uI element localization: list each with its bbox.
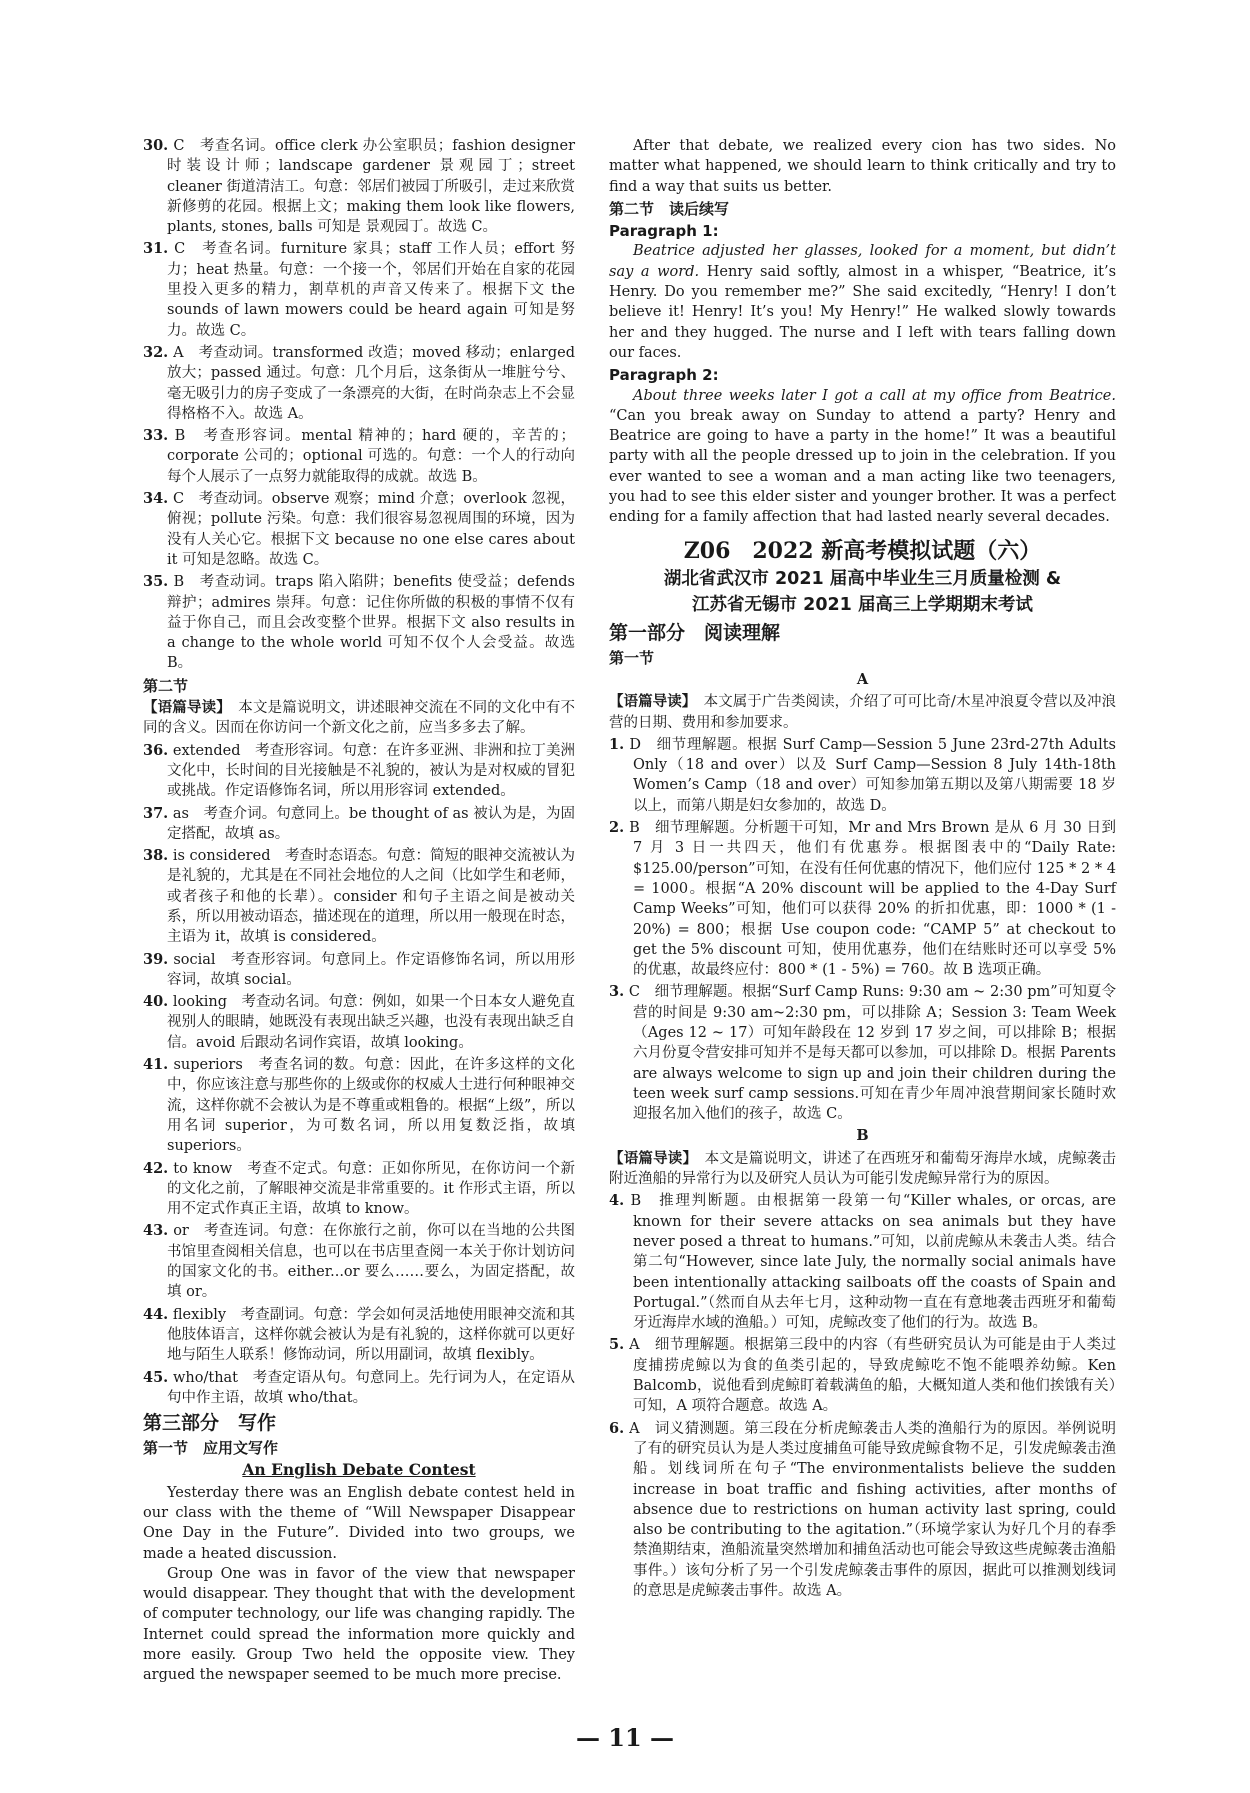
answer-item: 34. C 考查动词。observe 观察；mind 介意；overlook 忽视，俯视；pollute 污染。句意：我们很容易忽视周围的环境，因为没有人关心它。根据下文 because no one else cares about it 可知是忽略。故选 C。 bbox=[143, 490, 576, 568]
passage-letter: B bbox=[856, 1127, 869, 1145]
exam-subtitle: 湖北省武汉市 2021 届高中毕业生三月质量检测 & bbox=[663, 568, 1062, 589]
part-one-heading: 第一部分 阅读理解 bbox=[609, 621, 781, 644]
essay-paragraph: After that debate, we realized every cion has two sides. No matter what happened, we should learn to think critically and try to find a way that suits us better. bbox=[609, 138, 1116, 195]
page-number: — 11 — bbox=[575, 1723, 675, 1752]
answer-item: 45. who/that 考查定语从句。句意同上。先行词为人，在定语从句中作主语，故填 who/that。 bbox=[143, 1368, 575, 1406]
exam-title: Z06 2022 新高考模拟试题（六） bbox=[683, 537, 1042, 564]
section-heading: 第一节 应用文写作 bbox=[143, 1439, 279, 1458]
answer-item: 42. to know 考查不定式。句意：正如你所见，在你访问一个新的文化之前，了解眼神交流是非常重要的。it 作形式主语，所以用不定式作真正主语，故填 to know。 bbox=[143, 1159, 576, 1218]
essay-paragraph: Yesterday there was an English debate contest held in our class with the theme of “Will Newspaper Disappear One Day in the Future”. Divided into two groups, we made a heated discussion. bbox=[143, 1484, 575, 1562]
answer-item: 40. looking 考查动名词。句意：例如，如果一个日本女人避免直视别人的眼睛，她既没有表现出缺乏兴趣，也没有表现出缺乏自信。avoid 后跟动名词作宾语，故填 looking。 bbox=[143, 993, 576, 1051]
passage-letter: A bbox=[856, 670, 869, 688]
answer-item: 32. A 考查动词。transformed 改造；moved 移动；enlarged 放大；passed 通过。句意：几个月后，这条街从一堆脏兮兮、毫无吸引力的房子变成了一条漂亮的大街，在时尚杂志上不会显得格格不入。故选 A。 bbox=[143, 343, 576, 422]
answer-item: 37. as 考查介词。句意同上。be thought of as 被认为是，为固定搭配，故填 as。 bbox=[143, 804, 576, 842]
essay-paragraph: Group One was in favor of the view that newspaper would disappear. They thought that with the development of computer technology, our life was changing rapidly. The Internet could spread the information more quickly and more easily. Group Two held the opposite view. They argued the newspaper seemed to be much more precise. bbox=[143, 1565, 575, 1684]
paragraph-label: Paragraph 2: bbox=[609, 366, 719, 385]
answers-30-35 bbox=[143, 136, 575, 674]
answer-item: 31. C 考查名词。furniture 家具；staff 工作人员；effort 努力；heat 热量。句意：一个接一个，邻居们开始在自家的花园里投入更多的精力，割草机的声音又传来了。根据下文 the sounds of lawn mowers could be heard again 可知是努力。故选 C。 bbox=[143, 240, 576, 339]
answer-item: 30. C 考查名词。office clerk 办公室职员；fashion designer 时装设计师；landscape gardener 景观园丁；street cleaner 街道清洁工。句意：邻居们被园丁所吸引，走过来欣赏新修剪的花园。根据上文；making them look like flowers, plants, stones, balls 可知是 景观园丁。故选 C。 bbox=[143, 137, 575, 236]
part-three-heading: 第三部分 写作 bbox=[143, 1412, 277, 1435]
left-column bbox=[143, 136, 575, 1686]
continuation-paragraph: About three weeks later I got a call at my office from Beatrice. “Can you break away on Sunday to attend a party? Henry and Beatrice are going to have a party in the home!” It was a beautiful party with all the people dressed up to join in the celebration. If you ever wanted to see a woman and a man acting like two teenagers, you had to see this elder sister and younger brother. It was a perfect ending for a family affection that had lasted nearly several decades. bbox=[609, 387, 1116, 526]
answer-item: 33. B 考查形容词。mental 精神的；hard 硬的，辛苦的；corporate 公司的；optional 可选的。句意：一个人的行动向每个人展示了一点努力就能取得的成就。故选 B。 bbox=[143, 427, 576, 485]
answer-item: 5. A 细节理解题。根据第三段中的内容（有些研究员认为可能是由于人类过度捕捞虎鲸以为食的鱼类引起的，导致虎鲸吃不饱不能喂养幼鲸。Ken Balcomb，说他看到虎鲸盯着载满鱼的船，大概知道人类和他们挨饿有关）可知，A 项符合题意。故选 A。 bbox=[609, 1336, 1117, 1415]
answer-item: 41. superiors 考查名词的数。句意：因此，在许多这样的文化中，你应该注意与那些你的上级或你的权威人士进行何种眼神交流，这样你就不会被认为是不尊重或粗鲁的。根据“上级”，所以用名词 superior，为可数名词，所以用复数泛指，故填 superiors。 bbox=[143, 1056, 576, 1155]
answer-item: 43. or 考查连词。句意：在你旅行之前，你可以在当地的公共图书馆里查阅相关信息，也可以在书店里查阅一本关于你计划访问的国家文化的书。either...or 要么……要么，为固定搭配，故填 or。 bbox=[143, 1222, 575, 1301]
section-heading: 第二节 bbox=[143, 676, 189, 695]
section-heading: 第一节 bbox=[609, 648, 655, 667]
answer-item: 35. B 考查动词。traps 陷入陷阱；benefits 使受益；defends 辩护；admires 崇拜。句意：记住你所做的积极的事情不仅有益于你自己，而且会改变整个世界。根据下文 also results in a change to the whole world 可知不仅个人会受益。故选 B。 bbox=[143, 573, 576, 672]
essay-title: An English Debate Contest bbox=[242, 1460, 476, 1480]
continuation-paragraph: Beatrice adjusted her glasses, looked for a moment, but didn’t say a word. Henry said softly, almost in a whisper, “Beatrice, it’s Henry. Do you remember me?” She said excitedly, “Henry! I don’t believe it! Henry! It’s you! My Henry!” He walked slowly towards her and they hugged. The nurse and I left with tears falling down our faces. bbox=[609, 243, 1117, 361]
answers-36-45 bbox=[143, 741, 575, 1409]
answer-item: 44. flexibly 考查副词。句意：学会如何灵活地使用眼神交流和其他肢体语言，这样你就会被认为是有礼貌的，这样你就可以更好地与陌生人联系！修饰动词，所以用副词，故填 flexibly。 bbox=[143, 1305, 575, 1364]
passage-guide: 【语篇导读】 本文是篇说明文，讲述了在西班牙和葡萄牙海岸水域，虎鲸袭击附近渔船的异常行为以及研究人员认为可能引发虎鲸异常行为的原因。 bbox=[609, 1150, 1117, 1188]
answer-item: 6. A 词义猜测题。第三段在分析虎鲸袭击人类的渔船行为的原因。举例说明了有的研究员认为是人类过度捕鱼可能导致虎鲸食物不足，引发虎鲸袭击渔船。划线词所在句子“The environmentalists believe the sudden increase in boat traffic and fishing activities, after months of absence due to restrictions on human activity last spring, could also be contributing to the agitation.”（环境学家认为好几个月的春季禁渔期结束，渔船流量突然增加和捕鱼活动也可能会导致这些虎鲸袭击渔船事件。）该句分析了另一个引发虎鲸袭击事件的原因，据此可以推测划线词的意思是虎鲸袭击事件。故选 A。 bbox=[609, 1419, 1117, 1599]
passage-guide: 【语篇导读】 本文属于广告类阅读，介绍了可可比奇/木星冲浪夏令营以及冲浪营的日期、费用和参加要求。 bbox=[609, 694, 1117, 731]
answer-item: 39. social 考查形容词。句意同上。作定语修饰名词，所以用形容词，故填 social。 bbox=[143, 950, 575, 988]
exam-subtitle: 江苏省无锡市 2021 届高三上学期期末考试 bbox=[692, 594, 1033, 615]
answer-item: 2. B 细节理解题。分析题干可知，Mr and Mrs Brown 是从 6 月 30 日到 7 月 3 日一共四天，他们有优惠券。根据图表中的“Daily Rate: $125.00/person”可知，在没有任何优惠的情况下，他们应付 125 * 2 * 4 = 1000。根据“A 20% discount will be applied to the 4-Day Surf Camp Weeks”可知，他们可以获得 20% 的折扣优惠，即：1000 * (1 - 20%) = 800；根据 Use coupon code: “CAMP 5” at checkout to get the 5% discount 可知，使用优惠券，他们在结账时还可以享受 5% 的优惠，故最终应付：800 * (1 - 5%) = 760。故 B 选项正确。 bbox=[609, 819, 1116, 979]
answer-item: 36. extended 考查形容词。句意：在许多亚洲、非洲和拉丁美洲文化中，长时间的目光接触是不礼貌的，被认为是对权威的冒犯或挑战。作定语修饰名词，所以用形容词 extended。 bbox=[143, 741, 575, 800]
answer-item: 4. B 推理判断题。由根据第一段第一句“Killer whales, or orcas, are known for their severe attacks on sea animals but they have never posed a threat to humans.”可知，以前虎鲸从未袭击人类。结合第二句“However, since late July, the normally social animals have been intentionally attacking sailboats off the coasts of Spain and Portugal.”（然而自从去年七月，这种动物一直在有意地袭击西班牙和葡萄牙近海岸水域的渔船。）可知，虎鲸改变了他们的行为。故选 B。 bbox=[609, 1192, 1117, 1332]
answer-item: 3. C 细节理解题。根据“Surf Camp Runs: 9:30 am ~ 2:30 pm”可知夏令营的时间是 9:30 am~2:30 pm，可以排除 A；Session 3: Team Week（Ages 12 ~ 17）可知年龄段在 12 岁到 17 岁之间，可以排除 B；根据六月份夏令营安排可知并不是每天都可以参加，可以排除 D。根据 Parents are always welcome to sign up and join their children during the teen week surf camp sessions.可知在青少年周冲浪营期间家长随时欢迎报名加入他们的孩子，故选 C。 bbox=[609, 983, 1116, 1123]
answer-item: 1. D 细节理解题。根据 Surf Camp—Session 5 June 23rd-27th Adults Only（18 and over）以及 Surf Camp—Session 8 July 14th-18th Women’s Camp（18 and over）可知参加第五期以及第八期需要 18 岁以上，而第八期是妇女参加的，故选 D。 bbox=[609, 735, 1116, 814]
answer-item: 38. is considered 考查时态语态。句意：简短的眼神交流被认为是礼貌的，尤其是在不同社会地位的人之间（比如学生和老师，或者孩子和他的长辈）。consider 和句子主语之间是被动关系，所以用被动语态，描述现在的道理，所以用一般现在时态，主语为 it，故填 is considered。 bbox=[143, 847, 576, 946]
right-column bbox=[609, 136, 1116, 1603]
passage-guide: 【语篇导读】 本文是篇说明文，讲述眼神交流在不同的文化中有不同的含义。因而在你访问一个新文化之前，应当多多去了解。 bbox=[143, 700, 576, 737]
section-heading: 第二节 读后续写 bbox=[609, 199, 730, 218]
paragraph-label: Paragraph 1: bbox=[609, 222, 719, 241]
